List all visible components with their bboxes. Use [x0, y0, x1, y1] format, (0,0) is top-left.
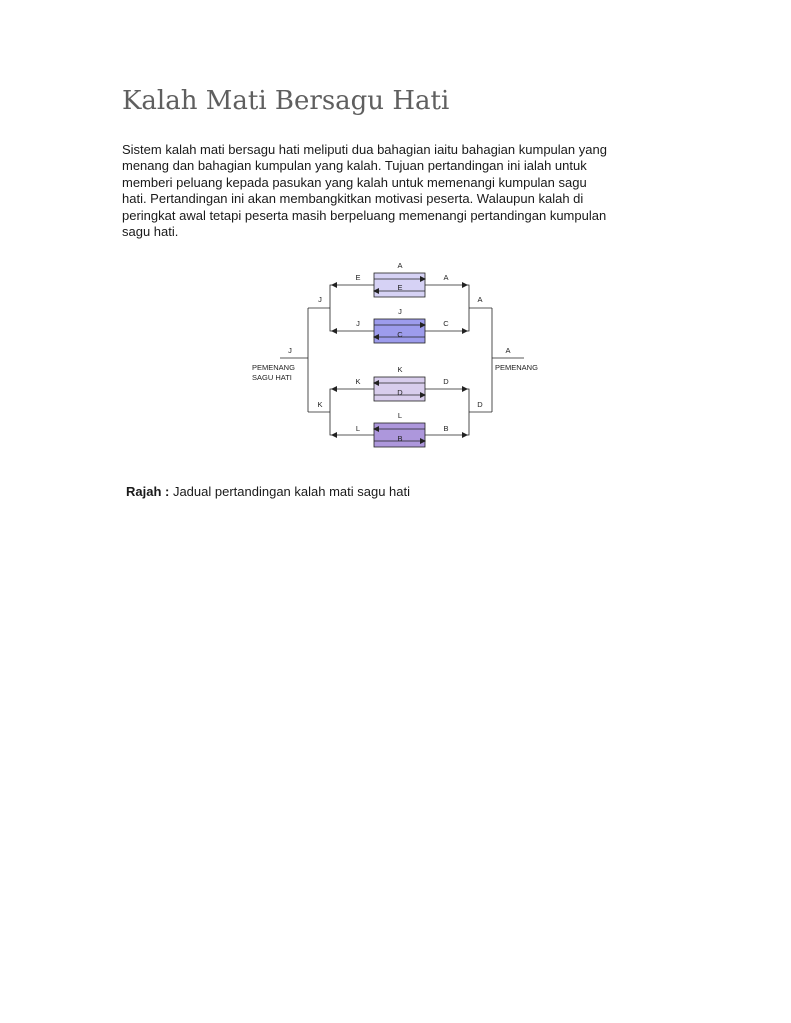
paragraph-line: Sistem kalah mati bersagu hati meliputi dua bahagian iaitu bahagian kumpulan yang	[122, 142, 607, 157]
box-2-inner-label: C	[397, 330, 403, 339]
left-winner-caption-line1: PEMENANG	[252, 363, 295, 372]
box-1-right-label: A	[443, 273, 449, 282]
bracket-diagram	[244, 255, 544, 455]
match-box-2	[374, 307, 425, 343]
box-4-top-label: L	[397, 411, 403, 420]
box-2-left-label: J	[356, 319, 360, 328]
left-upper-label: J	[318, 295, 322, 304]
box-2-right-label: C	[443, 319, 449, 328]
figure-caption	[126, 484, 410, 499]
paragraph-line: sagu hati.	[122, 224, 179, 240]
right-final-label: A	[505, 346, 511, 355]
left-connectors	[280, 285, 374, 435]
left-final-label: J	[288, 346, 292, 355]
box-2-top-label: J	[398, 307, 402, 316]
box-4-right-label: B	[443, 424, 449, 433]
paragraph-line: peringkat awal tetapi peserta masih berpeluang memenangi pertandingan kumpulan	[122, 207, 607, 223]
match-box-4	[374, 411, 425, 447]
match-box-3	[374, 365, 425, 401]
caption-text: Jadual pertandingan kalah mati sagu hati	[169, 484, 411, 499]
left-lower-label: K	[317, 400, 323, 409]
paragraph-line: menang dan bahagian kumpulan yang kalah. Tujuan pertandingan ini ialah untuk	[122, 158, 587, 174]
right-winner-caption: PEMENANG	[495, 363, 538, 372]
intro-paragraph	[122, 142, 682, 240]
box-1-left-label: E	[355, 273, 361, 282]
paragraph-line: memberi peluang kepada pasukan yang kalah untuk memenangi kumpulan sagu	[122, 174, 587, 190]
box-1-top-label: A	[397, 261, 403, 270]
box-1-inner-label: E	[397, 283, 403, 292]
box-3-top-label: K	[397, 365, 403, 374]
right-lower-label: D	[477, 400, 483, 409]
right-connectors	[425, 285, 524, 435]
box-3-left-label: K	[355, 377, 361, 386]
caption-label: Rajah :	[126, 484, 170, 499]
box-3-right-label: D	[443, 377, 449, 386]
box-4-left-label: L	[355, 424, 361, 433]
paragraph-line: hati. Pertandingan ini akan membangkitkan motivasi peserta. Walaupun kalah di	[122, 191, 584, 207]
right-upper-label: A	[477, 295, 483, 304]
page-title: Kalah Mati Bersagu Hati	[122, 86, 450, 116]
match-box-1	[374, 261, 425, 297]
left-winner-caption-line2: SAGU HATI	[252, 373, 292, 382]
box-4-inner-label: B	[397, 434, 403, 443]
box-3-inner-label: D	[397, 388, 403, 397]
